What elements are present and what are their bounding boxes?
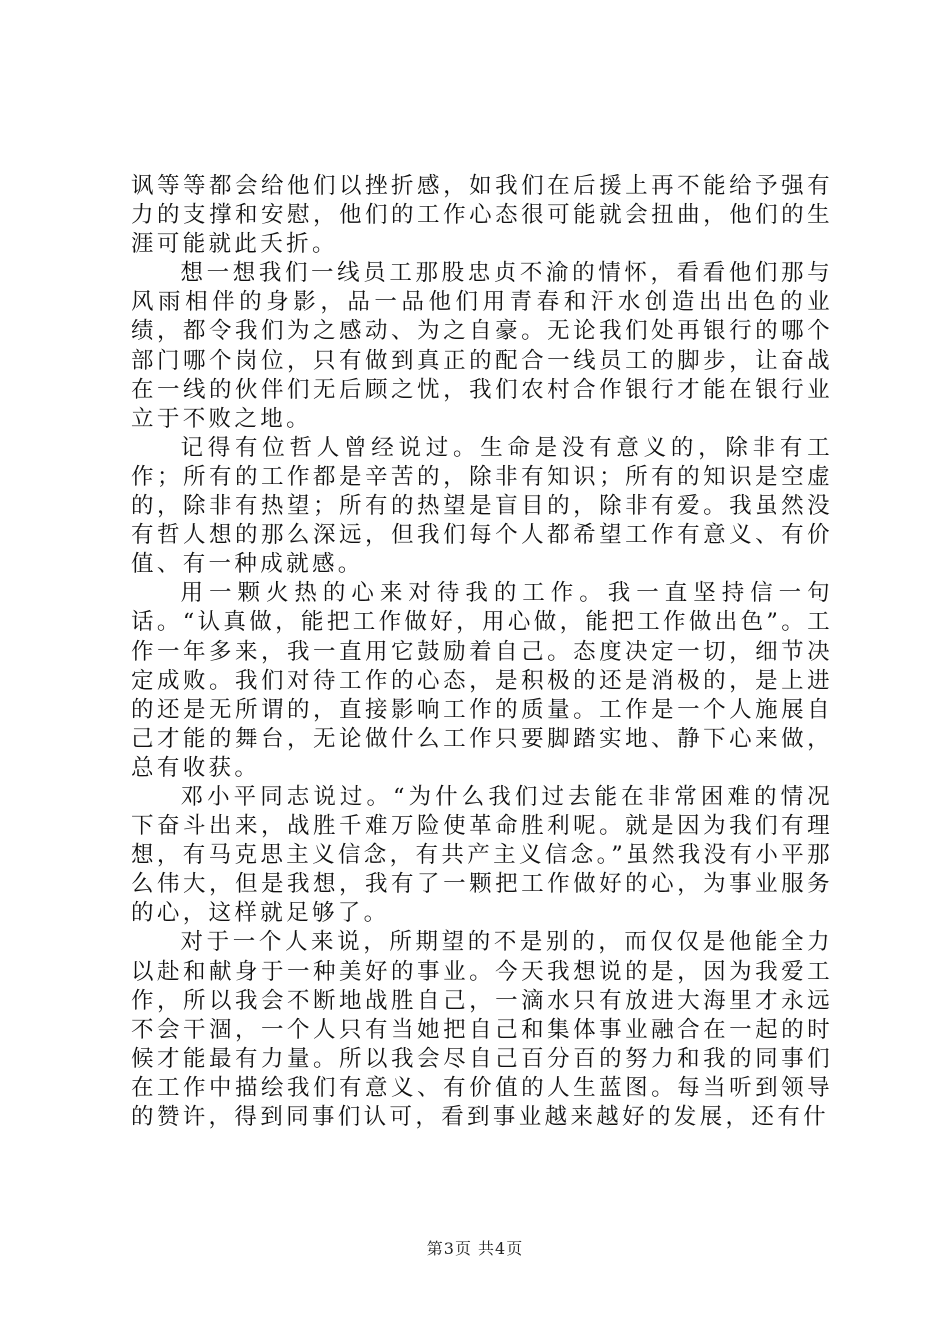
paragraph: 用一颗火热的心来对待我的工作。我一直坚持信一句话。“认真做，能把工作做好，用心做，能把工作做出色”。工作一年多来，我一直用它鼓励着自己。态度决定一切，细节决定成败。我们对待工作的心态，是积极的还是消极的，是上进的还是无所谓的，直接影响工作的质量。工作是一个人施展自己才能的舞台，无论做什么工作只要脚踏实地、静下心来做，总有收获。 bbox=[131, 580, 833, 781]
paragraph: 想一想我们一线员工那股忠贞不渝的情怀，看看他们那与风雨相伴的身影，品一品他们用青春和汗水创造出出色的业绩，都令我们为之感动、为之自豪。无论我们处再银行的哪个部门哪个岗位，只有做到真正的配合一线员工的脚步，让奋战在一线的伙伴们无后顾之忧，我们农村合作银行才能在银行业立于不败之地。 bbox=[131, 260, 833, 432]
document-body bbox=[131, 172, 833, 1132]
paragraph: 对于一个人来说，所期望的不是别的，而仅仅是他能全力以赴和献身于一种美好的事业。今天我想说的是，因为我爱工作，所以我会不断地战胜自己，一滴水只有放进大海里才永远不会干涸，一个人只有当她把自己和集体事业融合在一起的时候才能最有力量。所以我会尽自己百分百的努力和我的同事们在工作中描绘我们有意义、有价值的人生蓝图。每当听到领导的赞许，得到同事们认可，看到事业越来越好的发展，还有什 bbox=[131, 929, 833, 1130]
page-number-footer: 第3页 共4页 bbox=[426, 1239, 524, 1258]
paragraph: 邓小平同志说过。“为什么我们过去能在非常困难的情况下奋斗出来，战胜千难万险使革命胜利呢。就是因为我们有理想，有马克思主义信念，有共产主义信念。”虽然我没有小平那么伟大，但是我想，我有了一颗把工作做好的心，为事业服务的心，这样就足够了。 bbox=[131, 783, 833, 927]
paragraph-continued: 讽等等都会给他们以挫折感，如我们在后援上再不能给予强有力的支撑和安慰，他们的工作心态很可能就会扭曲，他们的生涯可能就此夭折。 bbox=[131, 173, 833, 258]
paragraph: 记得有位哲人曾经说过。生命是没有意义的，除非有工作；所有的工作都是辛苦的，除非有知识；所有的知识是空虚的，除非有热望；所有的热望是盲目的，除非有爱。我虽然没有哲人想的那么深远，但我们每个人都希望工作有意义、有价值、有一种成就感。 bbox=[131, 434, 833, 578]
